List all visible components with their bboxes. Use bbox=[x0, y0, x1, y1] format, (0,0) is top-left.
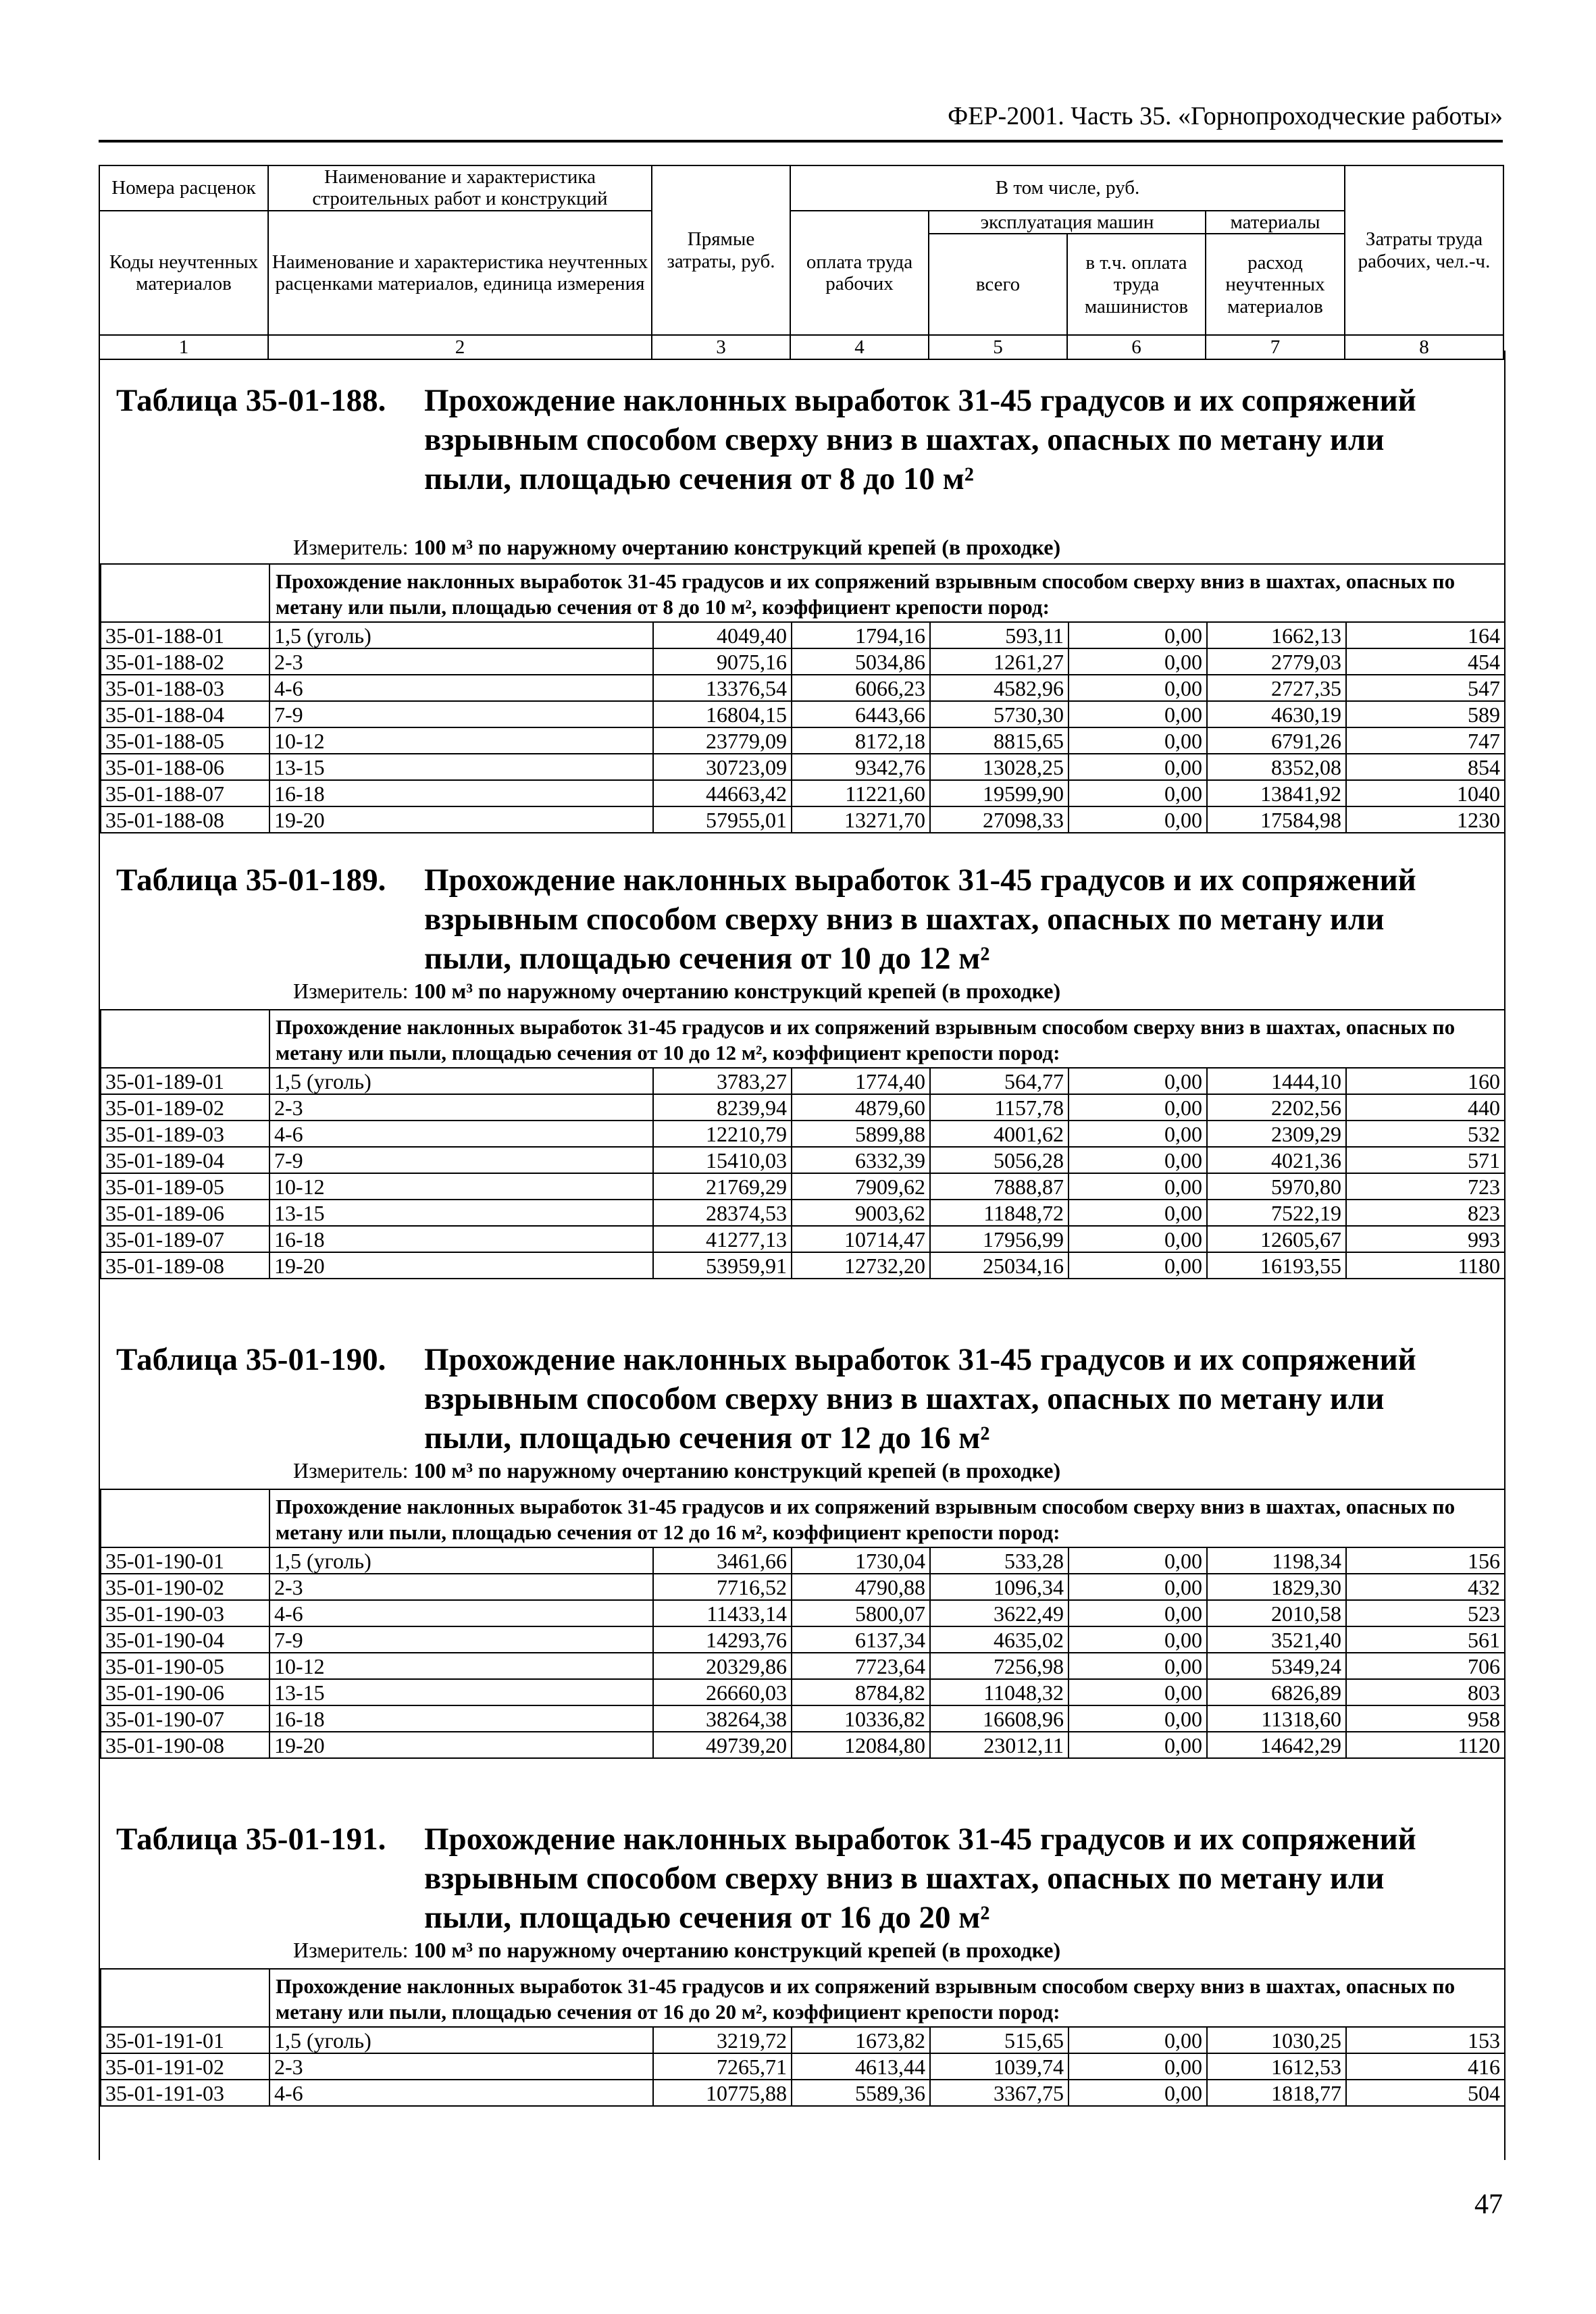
value-cell: 823 bbox=[1346, 1200, 1505, 1226]
value-cell: 2202,56 bbox=[1207, 1094, 1346, 1121]
table-description: Прохождение наклонных выработок 31-45 градусов и их сопряжений взрывным способом сверху вниз в шахтах, опасных по метану или пыли, площадью сечения от 16 до 20 м², коэффициент крепости пород: bbox=[269, 1969, 1505, 2027]
value-cell: 0,00 bbox=[1069, 780, 1207, 806]
value-cell: 1230 bbox=[1346, 806, 1505, 833]
header-material-codes: Коды неучтенных материалов bbox=[99, 211, 268, 335]
tables-area bbox=[99, 351, 1505, 2160]
value-cell: 561 bbox=[1346, 1626, 1505, 1653]
value-cell: 1818,77 bbox=[1207, 2080, 1346, 2106]
value-cell: 13376,54 bbox=[653, 675, 792, 701]
table-row bbox=[101, 1094, 1505, 1121]
value-cell: 532 bbox=[1346, 1121, 1505, 1147]
rate-code-cell: 35-01-189-08 bbox=[101, 1252, 269, 1279]
value-cell: 0,00 bbox=[1069, 1574, 1207, 1600]
rate-code-cell: 35-01-189-06 bbox=[101, 1200, 269, 1226]
value-cell: 1612,53 bbox=[1207, 2053, 1346, 2080]
value-cell: 17584,98 bbox=[1207, 806, 1346, 833]
header-col-number: 5 bbox=[929, 335, 1067, 359]
value-cell: 4790,88 bbox=[792, 1574, 930, 1600]
value-cell: 0,00 bbox=[1069, 1226, 1207, 1252]
value-cell: 1261,27 bbox=[930, 648, 1069, 675]
rock-hardness-cell: 4-6 bbox=[269, 1121, 653, 1147]
value-cell: 0,00 bbox=[1069, 1200, 1207, 1226]
rate-code-cell: 35-01-191-03 bbox=[101, 2080, 269, 2106]
table-row bbox=[101, 701, 1505, 727]
value-cell: 5970,80 bbox=[1207, 1173, 1346, 1200]
value-cell: 0,00 bbox=[1069, 1252, 1207, 1279]
value-cell: 23779,09 bbox=[653, 727, 792, 754]
value-cell: 38264,38 bbox=[653, 1705, 792, 1732]
value-cell: 7888,87 bbox=[930, 1173, 1069, 1200]
value-cell: 8784,82 bbox=[792, 1679, 930, 1705]
value-cell: 5589,36 bbox=[792, 2080, 930, 2106]
value-cell: 0,00 bbox=[1069, 1094, 1207, 1121]
rock-hardness-cell: 10-12 bbox=[269, 1173, 653, 1200]
table-row bbox=[101, 2080, 1505, 2106]
header-labor-costs: Затраты труда рабочих, чел.-ч. bbox=[1345, 165, 1503, 335]
value-cell: 1673,82 bbox=[792, 2027, 930, 2053]
value-cell: 19599,90 bbox=[930, 780, 1069, 806]
value-cell: 454 bbox=[1346, 648, 1505, 675]
rate-code-cell: 35-01-189-05 bbox=[101, 1173, 269, 1200]
measure-label: Измеритель: bbox=[293, 979, 409, 1003]
value-cell: 0,00 bbox=[1069, 1547, 1207, 1574]
value-cell: 53959,91 bbox=[653, 1252, 792, 1279]
value-cell: 0,00 bbox=[1069, 1121, 1207, 1147]
value-cell: 4582,96 bbox=[930, 675, 1069, 701]
value-cell: 5056,28 bbox=[930, 1147, 1069, 1173]
value-cell: 7723,64 bbox=[792, 1653, 930, 1679]
table-number: Таблица 35-01-190. bbox=[116, 1342, 386, 1377]
value-cell: 9075,16 bbox=[653, 648, 792, 675]
rate-code-cell: 35-01-188-05 bbox=[101, 727, 269, 754]
table-row bbox=[101, 1679, 1505, 1705]
value-cell: 12605,67 bbox=[1207, 1226, 1346, 1252]
value-cell: 9003,62 bbox=[792, 1200, 930, 1226]
measure-line bbox=[293, 535, 1060, 560]
rock-hardness-cell: 2-3 bbox=[269, 1574, 653, 1600]
value-cell: 16193,55 bbox=[1207, 1252, 1346, 1279]
value-cell: 5800,07 bbox=[792, 1600, 930, 1626]
value-cell: 13271,70 bbox=[792, 806, 930, 833]
value-cell: 589 bbox=[1346, 701, 1505, 727]
value-cell: 21769,29 bbox=[653, 1173, 792, 1200]
rock-hardness-cell: 1,5 (уголь) bbox=[269, 2027, 653, 2053]
value-cell: 23012,11 bbox=[930, 1732, 1069, 1758]
header-col-number: 2 bbox=[268, 335, 652, 359]
value-cell: 416 bbox=[1346, 2053, 1505, 2080]
table-description: Прохождение наклонных выработок 31-45 градусов и их сопряжений взрывным способом сверху вниз в шахтах, опасных по метану или пыли, площадью сечения от 12 до 16 м², коэффициент крепости пород: bbox=[269, 1489, 1505, 1547]
value-cell: 3783,27 bbox=[653, 1068, 792, 1094]
value-cell: 3461,66 bbox=[653, 1547, 792, 1574]
table-title-text: Прохождение наклонных выработок 31-45 градусов и их сопряжений взрывным способом сверху вниз в шахтах, опасных по метану или пыли, площадью сечения от 8 до 10 м² bbox=[424, 383, 1416, 496]
value-cell: 1730,04 bbox=[792, 1547, 930, 1574]
header-material-name: Наименование и характеристика неучтенных расценками материалов, единица измерения bbox=[268, 211, 652, 335]
rock-hardness-cell: 2-3 bbox=[269, 2053, 653, 2080]
table-row bbox=[101, 754, 1505, 780]
value-cell: 0,00 bbox=[1069, 675, 1207, 701]
value-cell: 533,28 bbox=[930, 1547, 1069, 1574]
table-number: Таблица 35-01-189. bbox=[116, 863, 386, 898]
rates-table bbox=[100, 1009, 1505, 1279]
table-row bbox=[101, 1252, 1505, 1279]
value-cell: 25034,16 bbox=[930, 1252, 1069, 1279]
value-cell: 0,00 bbox=[1069, 1626, 1207, 1653]
value-cell: 4021,36 bbox=[1207, 1147, 1346, 1173]
value-cell: 1444,10 bbox=[1207, 1068, 1346, 1094]
value-cell: 0,00 bbox=[1069, 806, 1207, 833]
value-cell: 11848,72 bbox=[930, 1200, 1069, 1226]
value-cell: 4001,62 bbox=[930, 1121, 1069, 1147]
value-cell: 0,00 bbox=[1069, 1705, 1207, 1732]
value-cell: 7256,98 bbox=[930, 1653, 1069, 1679]
rate-code-cell: 35-01-190-05 bbox=[101, 1653, 269, 1679]
value-cell: 2010,58 bbox=[1207, 1600, 1346, 1626]
header-including: В том числе, руб. bbox=[790, 165, 1345, 211]
header-unaccounted-materials: расход неучтенных материалов bbox=[1206, 234, 1345, 335]
value-cell: 164 bbox=[1346, 622, 1505, 648]
value-cell: 3622,49 bbox=[930, 1600, 1069, 1626]
table-row bbox=[101, 1653, 1505, 1679]
table-row bbox=[101, 1200, 1505, 1226]
rate-code-cell: 35-01-188-04 bbox=[101, 701, 269, 727]
value-cell: 5349,24 bbox=[1207, 1653, 1346, 1679]
table-number: Таблица 35-01-188. bbox=[116, 383, 386, 418]
value-cell: 9342,76 bbox=[792, 754, 930, 780]
value-cell: 440 bbox=[1346, 1094, 1505, 1121]
rock-hardness-cell: 4-6 bbox=[269, 675, 653, 701]
rate-code-cell: 35-01-188-07 bbox=[101, 780, 269, 806]
value-cell: 16608,96 bbox=[930, 1705, 1069, 1732]
value-cell: 13028,25 bbox=[930, 754, 1069, 780]
header-col-number: 7 bbox=[1206, 335, 1345, 359]
rock-hardness-cell: 13-15 bbox=[269, 1679, 653, 1705]
table-title-text: Прохождение наклонных выработок 31-45 градусов и их сопряжений взрывным способом сверху вниз в шахтах, опасных по метану или пыли, площадью сечения от 12 до 16 м² bbox=[424, 1342, 1416, 1456]
value-cell: 706 bbox=[1346, 1653, 1505, 1679]
value-cell: 1039,74 bbox=[930, 2053, 1069, 2080]
value-cell: 7909,62 bbox=[792, 1173, 930, 1200]
value-cell: 16804,15 bbox=[653, 701, 792, 727]
page-header: ФЕР-2001. Часть 35. «Горнопроходческие работы» bbox=[948, 102, 1503, 130]
value-cell: 15410,03 bbox=[653, 1147, 792, 1173]
value-cell: 14642,29 bbox=[1207, 1732, 1346, 1758]
table-row bbox=[101, 1147, 1505, 1173]
header-machine-operation: эксплуатация машин bbox=[929, 211, 1206, 234]
rate-code-cell: 35-01-188-08 bbox=[101, 806, 269, 833]
table-row bbox=[101, 675, 1505, 701]
table-row bbox=[101, 806, 1505, 833]
value-cell: 10775,88 bbox=[653, 2080, 792, 2106]
rate-code-cell: 35-01-190-04 bbox=[101, 1626, 269, 1653]
value-cell: 0,00 bbox=[1069, 622, 1207, 648]
value-cell: 11318,60 bbox=[1207, 1705, 1346, 1732]
table-row bbox=[101, 2053, 1505, 2080]
value-cell: 1120 bbox=[1346, 1732, 1505, 1758]
value-cell: 13841,92 bbox=[1207, 780, 1346, 806]
table-row bbox=[101, 780, 1505, 806]
value-cell: 0,00 bbox=[1069, 1173, 1207, 1200]
value-cell: 547 bbox=[1346, 675, 1505, 701]
rock-hardness-cell: 19-20 bbox=[269, 1732, 653, 1758]
rate-code-cell: 35-01-190-02 bbox=[101, 1574, 269, 1600]
value-cell: 10336,82 bbox=[792, 1705, 930, 1732]
value-cell: 593,11 bbox=[930, 622, 1069, 648]
header-col-number: 8 bbox=[1345, 335, 1503, 359]
value-cell: 1157,78 bbox=[930, 1094, 1069, 1121]
value-cell: 41277,13 bbox=[653, 1226, 792, 1252]
rates-table bbox=[100, 563, 1505, 833]
table-row bbox=[101, 622, 1505, 648]
rate-code-cell: 35-01-189-04 bbox=[101, 1147, 269, 1173]
value-cell: 4049,40 bbox=[653, 622, 792, 648]
value-cell: 11048,32 bbox=[930, 1679, 1069, 1705]
value-cell: 57955,01 bbox=[653, 806, 792, 833]
table-row bbox=[101, 1068, 1505, 1094]
value-cell: 2309,29 bbox=[1207, 1121, 1346, 1147]
value-cell: 0,00 bbox=[1069, 2053, 1207, 2080]
rock-hardness-cell: 19-20 bbox=[269, 806, 653, 833]
rate-code-cell: 35-01-191-02 bbox=[101, 2053, 269, 2080]
rock-hardness-cell: 16-18 bbox=[269, 1705, 653, 1732]
value-cell: 564,77 bbox=[930, 1068, 1069, 1094]
value-cell: 4630,19 bbox=[1207, 701, 1346, 727]
value-cell: 14293,76 bbox=[653, 1626, 792, 1653]
rock-hardness-cell: 7-9 bbox=[269, 1147, 653, 1173]
value-cell: 156 bbox=[1346, 1547, 1505, 1574]
measure-line bbox=[293, 1938, 1060, 1963]
header-col-number: 4 bbox=[790, 335, 929, 359]
value-cell: 571 bbox=[1346, 1147, 1505, 1173]
measure-text: 100 м³ по наружному очертанию конструкций крепей (в проходке) bbox=[413, 1938, 1061, 1962]
value-cell: 12732,20 bbox=[792, 1252, 930, 1279]
rate-code-cell: 35-01-190-03 bbox=[101, 1600, 269, 1626]
measure-text: 100 м³ по наружному очертанию конструкций крепей (в проходке) bbox=[413, 535, 1061, 559]
rock-hardness-cell: 10-12 bbox=[269, 727, 653, 754]
rate-code-cell: 35-01-190-01 bbox=[101, 1547, 269, 1574]
value-cell: 1794,16 bbox=[792, 622, 930, 648]
table-description: Прохождение наклонных выработок 31-45 градусов и их сопряжений взрывным способом сверху вниз в шахтах, опасных по метану или пыли, площадью сечения от 8 до 10 м², коэффициент крепости пород: bbox=[269, 564, 1505, 622]
value-cell: 0,00 bbox=[1069, 1732, 1207, 1758]
value-cell: 432 bbox=[1346, 1574, 1505, 1600]
value-cell: 5730,30 bbox=[930, 701, 1069, 727]
table-row bbox=[101, 1626, 1505, 1653]
rock-hardness-cell: 13-15 bbox=[269, 1200, 653, 1226]
rate-code-cell: 35-01-190-06 bbox=[101, 1679, 269, 1705]
table-title-text: Прохождение наклонных выработок 31-45 градусов и их сопряжений взрывным способом сверху вниз в шахтах, опасных по метану или пыли, площадью сечения от 10 до 12 м² bbox=[424, 863, 1416, 976]
rate-code-cell: 35-01-188-06 bbox=[101, 754, 269, 780]
value-cell: 3219,72 bbox=[653, 2027, 792, 2053]
measure-line bbox=[293, 1458, 1060, 1483]
value-cell: 26660,03 bbox=[653, 1679, 792, 1705]
value-cell: 5899,88 bbox=[792, 1121, 930, 1147]
value-cell: 160 bbox=[1346, 1068, 1505, 1094]
header-col-number: 6 bbox=[1067, 335, 1206, 359]
header-machines-total: всего bbox=[929, 234, 1067, 335]
rock-hardness-cell: 7-9 bbox=[269, 701, 653, 727]
value-cell: 2779,03 bbox=[1207, 648, 1346, 675]
value-cell: 2727,35 bbox=[1207, 675, 1346, 701]
value-cell: 6332,39 bbox=[792, 1147, 930, 1173]
rate-code-cell: 35-01-189-01 bbox=[101, 1068, 269, 1094]
value-cell: 20329,86 bbox=[653, 1653, 792, 1679]
value-cell: 1198,34 bbox=[1207, 1547, 1346, 1574]
table-row bbox=[101, 1705, 1505, 1732]
table-row bbox=[101, 1732, 1505, 1758]
value-cell: 0,00 bbox=[1069, 1653, 1207, 1679]
value-cell: 0,00 bbox=[1069, 1600, 1207, 1626]
value-cell: 7716,52 bbox=[653, 1574, 792, 1600]
table-number: Таблица 35-01-191. bbox=[116, 1822, 386, 1857]
value-cell: 12210,79 bbox=[653, 1121, 792, 1147]
value-cell: 0,00 bbox=[1069, 2027, 1207, 2053]
value-cell: 49739,20 bbox=[653, 1732, 792, 1758]
table-row bbox=[101, 1226, 1505, 1252]
rate-code-cell: 35-01-188-03 bbox=[101, 675, 269, 701]
value-cell: 1030,25 bbox=[1207, 2027, 1346, 2053]
rate-code-cell: 35-01-189-03 bbox=[101, 1121, 269, 1147]
rock-hardness-cell: 2-3 bbox=[269, 1094, 653, 1121]
value-cell: 10714,47 bbox=[792, 1226, 930, 1252]
header-machinist-pay: в т.ч. оплата труда машинистов bbox=[1067, 234, 1206, 335]
rock-hardness-cell: 1,5 (уголь) bbox=[269, 622, 653, 648]
measure-line bbox=[293, 979, 1060, 1004]
rates-table bbox=[100, 1489, 1505, 1759]
value-cell: 515,65 bbox=[930, 2027, 1069, 2053]
table-row bbox=[101, 727, 1505, 754]
value-cell: 4613,44 bbox=[792, 2053, 930, 2080]
value-cell: 11433,14 bbox=[653, 1600, 792, 1626]
value-cell: 8172,18 bbox=[792, 727, 930, 754]
value-cell: 803 bbox=[1346, 1679, 1505, 1705]
value-cell: 44663,42 bbox=[653, 780, 792, 806]
value-cell: 5034,86 bbox=[792, 648, 930, 675]
value-cell: 993 bbox=[1346, 1226, 1505, 1252]
value-cell: 6066,23 bbox=[792, 675, 930, 701]
value-cell: 723 bbox=[1346, 1173, 1505, 1200]
rock-hardness-cell: 19-20 bbox=[269, 1252, 653, 1279]
column-header-table bbox=[99, 165, 1504, 360]
table-row bbox=[101, 1574, 1505, 1600]
value-cell: 3367,75 bbox=[930, 2080, 1069, 2106]
rate-code-cell: 35-01-189-02 bbox=[101, 1094, 269, 1121]
value-cell: 523 bbox=[1346, 1600, 1505, 1626]
table-description: Прохождение наклонных выработок 31-45 градусов и их сопряжений взрывным способом сверху вниз в шахтах, опасных по метану или пыли, площадью сечения от 10 до 12 м², коэффициент крепости пород: bbox=[269, 1010, 1505, 1068]
value-cell: 504 bbox=[1346, 2080, 1505, 2106]
rates-table bbox=[100, 1968, 1505, 2107]
rock-hardness-cell: 7-9 bbox=[269, 1626, 653, 1653]
rock-hardness-cell: 13-15 bbox=[269, 754, 653, 780]
header-rate-number: Номера расценок bbox=[99, 165, 268, 211]
value-cell: 1180 bbox=[1346, 1252, 1505, 1279]
value-cell: 0,00 bbox=[1069, 727, 1207, 754]
value-cell: 8239,94 bbox=[653, 1094, 792, 1121]
value-cell: 7265,71 bbox=[653, 2053, 792, 2080]
table-row bbox=[101, 2027, 1505, 2053]
measure-text: 100 м³ по наружному очертанию конструкций крепей (в проходке) bbox=[413, 1458, 1061, 1483]
header-work-name: Наименование и характеристика строительных работ и конструкций bbox=[268, 165, 652, 211]
table-title-text: Прохождение наклонных выработок 31-45 градусов и их сопряжений взрывным способом сверху вниз в шахтах, опасных по метану или пыли, площадью сечения от 16 до 20 м² bbox=[424, 1822, 1416, 1935]
value-cell: 1040 bbox=[1346, 780, 1505, 806]
measure-label: Измеритель: bbox=[293, 1938, 409, 1962]
value-cell: 1096,34 bbox=[930, 1574, 1069, 1600]
rate-code-cell: 35-01-191-01 bbox=[101, 2027, 269, 2053]
rate-code-cell: 35-01-188-02 bbox=[101, 648, 269, 675]
header-col-number: 1 bbox=[99, 335, 268, 359]
value-cell: 747 bbox=[1346, 727, 1505, 754]
value-cell: 27098,33 bbox=[930, 806, 1069, 833]
value-cell: 30723,09 bbox=[653, 754, 792, 780]
value-cell: 11221,60 bbox=[792, 780, 930, 806]
value-cell: 4879,60 bbox=[792, 1094, 930, 1121]
value-cell: 17956,99 bbox=[930, 1226, 1069, 1252]
value-cell: 153 bbox=[1346, 2027, 1505, 2053]
value-cell: 4635,02 bbox=[930, 1626, 1069, 1653]
header-rule bbox=[99, 140, 1503, 143]
rate-code-cell: 35-01-190-07 bbox=[101, 1705, 269, 1732]
value-cell: 1774,40 bbox=[792, 1068, 930, 1094]
value-cell: 0,00 bbox=[1069, 1068, 1207, 1094]
value-cell: 12084,80 bbox=[792, 1732, 930, 1758]
header-direct-costs: Прямые затраты, руб. bbox=[652, 165, 790, 335]
value-cell: 6826,89 bbox=[1207, 1679, 1346, 1705]
rate-code-cell: 35-01-188-01 bbox=[101, 622, 269, 648]
value-cell: 6443,66 bbox=[792, 701, 930, 727]
table-row bbox=[101, 648, 1505, 675]
page-number: 47 bbox=[1474, 2189, 1503, 2220]
value-cell: 0,00 bbox=[1069, 1147, 1207, 1173]
value-cell: 854 bbox=[1346, 754, 1505, 780]
value-cell: 28374,53 bbox=[653, 1200, 792, 1226]
rock-hardness-cell: 16-18 bbox=[269, 1226, 653, 1252]
value-cell: 6137,34 bbox=[792, 1626, 930, 1653]
rate-code-cell: 35-01-190-08 bbox=[101, 1732, 269, 1758]
value-cell: 6791,26 bbox=[1207, 727, 1346, 754]
table-row bbox=[101, 1173, 1505, 1200]
measure-text: 100 м³ по наружному очертанию конструкций крепей (в проходке) bbox=[413, 979, 1061, 1003]
value-cell: 8815,65 bbox=[930, 727, 1069, 754]
table-row bbox=[101, 1600, 1505, 1626]
rock-hardness-cell: 1,5 (уголь) bbox=[269, 1547, 653, 1574]
table-row bbox=[101, 1547, 1505, 1574]
value-cell: 0,00 bbox=[1069, 1679, 1207, 1705]
rate-code-cell: 35-01-189-07 bbox=[101, 1226, 269, 1252]
value-cell: 8352,08 bbox=[1207, 754, 1346, 780]
value-cell: 0,00 bbox=[1069, 2080, 1207, 2106]
value-cell: 1829,30 bbox=[1207, 1574, 1346, 1600]
value-cell: 1662,13 bbox=[1207, 622, 1346, 648]
measure-label: Измеритель: bbox=[293, 1458, 409, 1483]
header-worker-pay: оплата труда рабочих bbox=[790, 211, 929, 335]
measure-label: Измеритель: bbox=[293, 535, 409, 559]
value-cell: 7522,19 bbox=[1207, 1200, 1346, 1226]
header-col-number: 3 bbox=[652, 335, 790, 359]
rock-hardness-cell: 2-3 bbox=[269, 648, 653, 675]
header-materials: материалы bbox=[1206, 211, 1345, 234]
rock-hardness-cell: 1,5 (уголь) bbox=[269, 1068, 653, 1094]
value-cell: 0,00 bbox=[1069, 701, 1207, 727]
rock-hardness-cell: 4-6 bbox=[269, 1600, 653, 1626]
rock-hardness-cell: 16-18 bbox=[269, 780, 653, 806]
value-cell: 3521,40 bbox=[1207, 1626, 1346, 1653]
value-cell: 0,00 bbox=[1069, 754, 1207, 780]
rock-hardness-cell: 10-12 bbox=[269, 1653, 653, 1679]
table-row bbox=[101, 1121, 1505, 1147]
value-cell: 0,00 bbox=[1069, 648, 1207, 675]
value-cell: 958 bbox=[1346, 1705, 1505, 1732]
rock-hardness-cell: 4-6 bbox=[269, 2080, 653, 2106]
